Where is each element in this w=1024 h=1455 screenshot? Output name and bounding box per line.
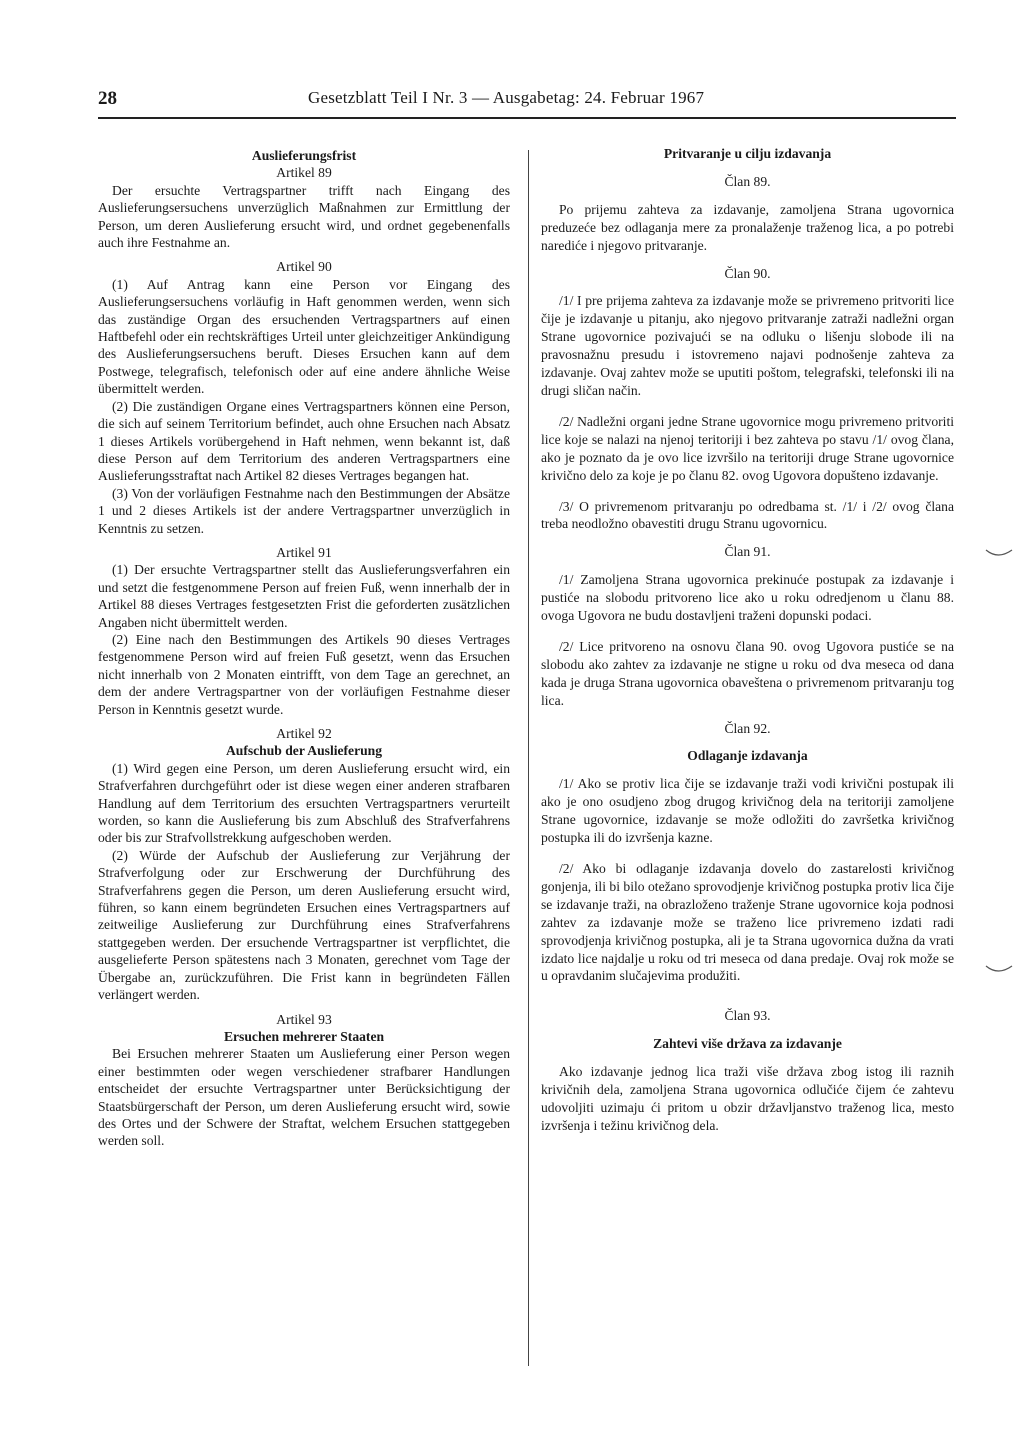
german-column xyxy=(98,147,510,1150)
clan-92-para-1: /1/ Ako se protiv lica čije se izdavanje traži vodi krivični postupak ili ako je ono osudjeno zbog drugog krivičnog dela na teritoriji zamoljene Strane ugovornice, izdavanje se može odložiti do završetka krivičnog postupka ili do izvršenja kazne. xyxy=(541,776,954,846)
article-93-heading: Artikel 93 xyxy=(276,1011,332,1027)
article-93-title: Ersuchen mehrerer Staaten xyxy=(223,1028,385,1044)
clan-90-para-1: /1/ I pre prijema zahteva za izdavanje može se privremeno pritvoriti lice čije je izdavanje u pitanju, ako njegovo pritvaranje zatraži nadležni organ Strane ugovornice pozivajući se na odluku o lišenju slobode ili na pravosnažnu presudu i istovremeno najavi podnošenje zahteva za izdavanje. Ovaj zahtev može se uputiti poštom, telegrafski, telefonski ili na drugi sličan način. xyxy=(541,293,954,398)
article-92-heading: Artikel 92 xyxy=(276,726,332,741)
article-92-para-1: (1) Wird gegen eine Person, um deren Auslieferung ersucht wird, ein Strafverfahren durchgeführt oder ist diese wegen einer anderen strafbaren Handlung auf dem Territorium des ersuchten Vertragspartners verurteilt worden, so kann die Auslieferung bis zum Abschluß des Strafverfahrens oder bis zur Strafvollstrekkung aufgeschoben werden. xyxy=(98,760,510,846)
clan-89-text: Po prijemu zahteva za izdavanje, zamoljena Strana ugovornica preduzeće bez odlaganja mere za pronalaženje traženog lica, a po potrebi narediće i njegovo pritvaranje. xyxy=(541,201,954,253)
clan-91-para-1: /1/ Zamoljena Strana ugovornica prekinuće postupak za izdavanje i pustiće na slobodu pritvoreno lice ako u roku odredjenom u članu 88. ovoga Ugovora ne budu dostavljeni traženi dopunski podaci. xyxy=(541,572,954,624)
clan-91-heading: Član 91. xyxy=(724,544,771,560)
clan-92-title: Odlaganje izdavanja xyxy=(687,748,808,764)
article-90-para-2: (2) Die zuständigen Organe eines Vertragspartners können eine Person, die sich auf seinem Territorium befindet, auch ohne Ersuchen nach Absatz 1 dieses Artikels vorübergehend in Haft nehmen, wenn bekannt ist, daß diese Person auf dem Territorium des anderen Vertragspartners eine Auslieferungsstraftat nach Artikel 82 dieses Vertrages begangen hat. xyxy=(98,398,510,484)
clan-91-para-2: /2/ Lice pritvoreno na osnovu člana 90. ovog Ugovora pustiće se na slobodu ako zahtev za izdavanje ne stigne u roku od dva meseca od dana kada je druga Strana ugovornica obaveštena o privremenom pritvaranju tog lica. xyxy=(541,638,954,708)
article-90-heading: Artikel 90 xyxy=(276,259,332,275)
clan-93-heading: Član 93. xyxy=(724,1008,771,1024)
article-90-para-3: (3) Von der vorläufigen Festnahme nach den Bestimmungen der Absätze 1 und 2 dieses Artikels ist der andere Vertragspartner unverzüglich in Kenntnis zu setzen. xyxy=(98,485,510,536)
section-heading: Pritvaranje u cilju izdavanja xyxy=(663,146,832,161)
page-header xyxy=(98,88,956,112)
article-92-title: Aufschub der Auslieferung xyxy=(225,743,383,759)
header-rule xyxy=(98,117,956,119)
article-92-para-2: (2) Würde der Aufschub der Auslieferung zur Verjährung der Strafverfolgung oder zur Erschwerung der Durchführung des Strafverfahrens gegen die Person, um deren Auslieferung ersucht wird, führen, so kann einem begründeten Ersuchen eines Vertragspartners auf zeitweilige Auslieferung zur Durchführung eines Strafverfahrens stattgegeben werden. Der ersuchende Vertragspartner ist verpflichtet, die ausgelieferte Person spätestens nach 3 Monaten, gerechnet vom Tage der Übergabe an, zurückzuführen. Die Frist kann in begründeten Fällen verlängert werden. xyxy=(98,847,510,1003)
article-91-para-1: (1) Der ersuchte Vertragspartner stellt das Auslieferungsverfahren ein und setzt die festgenommene Person auf freien Fuß, wenn innerhalb der in Artikel 88 dieses Vertrages festgesetzten Frist die geforderten zusätzlichen Angaben nicht übermittelt werden. xyxy=(98,562,510,630)
article-89-heading: Artikel 89 xyxy=(276,165,332,181)
clan-90-para-2: /2/ Nadležni organi jedne Strane ugovornice mogu privremeno pritvoriti lice koje se nalazi na njenoj teritoriji i bez zahteva po stavu /1/ ovog člana, ako je poznato da je ovo lice izvršilo na teritoriji druge Strane ugovornice krivično delo za koje je po članu 82. ovog Ugovora dopušteno izdavanje. xyxy=(541,413,954,483)
clan-90-para-3: /3/ O privremenom pritvaranju po odredbama st. /1/ i /2/ ovog člana treba neodložno obavestiti drugu Stranu ugovornicu. xyxy=(541,498,954,532)
article-89-text: Der ersuchte Vertragspartner trifft nach Eingang des Auslieferungsersuchens unverzüglich Maßnahmen zur Ermittlung der Person, um deren Auslieferung ersucht wird, und ordnet gegebenenfalls auch ihre Festnahme an. xyxy=(98,182,510,251)
column-divider xyxy=(528,150,529,1366)
margin-hook-mark xyxy=(984,548,1014,558)
clan-93-text: Ako izdavanje jednog lica traži više država zbog istog ili raznih krivičnih dela, zamoljena Strana ugovornica odlučiće čijem će zahtevu udovoljiti uzimaju ći pritom u obzir državljanstvo traženog lica, mesto izvršenja i težinu krivičnog dela. xyxy=(541,1064,954,1133)
margin-hook-mark xyxy=(984,964,1014,974)
article-90-para-1: (1) Auf Antrag kann eine Person vor Eingang des Auslieferungsersuchens vorläufig in Haft genommen werden, wenn sich das zuständige Organ des ersuchenden Vertragspartners auf einen Haftbefehl oder ein rechtskräftiges Urteil unter gleichzeitiger Ankündigung des Auslieferungsersuchens beruft. Dieses Ersuchen kann auf dem Postwege, telegrafisch, telefonisch oder auf eine andere ähnliche Weise übermittelt werden. xyxy=(98,276,510,397)
article-93-text: Bei Ersuchen mehrerer Staaten um Auslieferung einer Person wegen einer bestimmten oder wegen verschiedener strafbarer Handlungen entscheidet der ersuchte Vertragspartner unter Berücksichtigung der Staatsbürgerschaft der Person, um deren Auslieferung ersucht wird, sowie des Ortes und der Schwere der Straftat, welchem Ersuchen stattgegeben werden soll. xyxy=(98,1046,510,1149)
clan-93-title: Zahtevi više država za izdavanje xyxy=(653,1036,842,1052)
page-number: 28 xyxy=(98,88,117,109)
serbian-column xyxy=(541,145,954,1135)
section-heading: Auslieferungsfrist xyxy=(251,148,357,163)
article-91-para-2: (2) Eine nach den Bestimmungen des Artikels 90 dieses Vertrages festgenommene Person wird auf freien Fuß gesetzt, wenn das Ersuchen nicht innerhalb von 2 Monaten eintrifft, von dem Tage an gerechnet, an dem der andere Vertragspartner von der vorläufigen Festnahme dieser Person in Kenntnis gesetzt wurde. xyxy=(98,631,510,717)
clan-92-para-2: /2/ Ako bi odlaganje izdavanja dovelo do zastarelosti krivičnog gonjenja, ili bi bilo otežano sprovodjenje krivičnog postupka protiv lica čije se izdavanje traži, na obrazloženo traženje Strane ugovornice koja podnosi zahtev za izdavanje može se traženo lice privremeno izdati radi sprovodjenja krivičnog postupka, ali je ta Strana ugovornica dužna da vrati izdato lice najdalje u roku od tri meseca od dana predaje. Ovaj rok može se u opravdanim slučajevima produžiti. xyxy=(541,861,954,984)
clan-92-heading: Član 92. xyxy=(724,720,771,736)
clan-89-heading: Član 89. xyxy=(724,173,771,189)
article-91-heading: Artikel 91 xyxy=(276,544,332,560)
clan-90-heading: Član 90. xyxy=(724,265,771,281)
gazette-title: Gesetzblatt Teil I Nr. 3 — Ausgabetag: 24. Februar 1967 xyxy=(308,88,705,107)
